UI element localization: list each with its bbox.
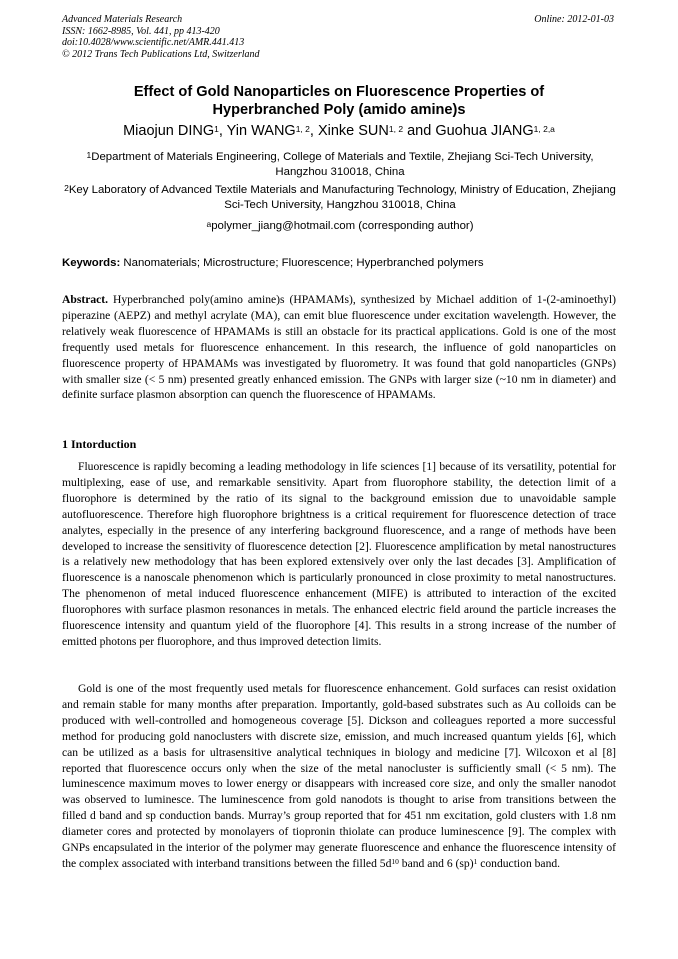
author-affiliation-mark: 1, 2,a (533, 124, 555, 134)
superscript: 10 (391, 856, 399, 866)
author-separator: and (403, 123, 436, 139)
author-name: Guohua JIANG (435, 123, 534, 139)
author-separator: , (309, 123, 318, 139)
author-affiliation-mark: 1 (214, 124, 219, 134)
affiliation-text: Department of Materials Engineering, College of Materials and Textile, Zhejiang Sci-Tech University, Hangzhou 310018, China (91, 151, 594, 178)
doi-line: doi:10.4028/www.scientific.net/AMR.441.413 (62, 37, 245, 49)
keywords-text: Nanomaterials; Microstructure; Fluorescence; Hyperbranched polymers (123, 257, 484, 269)
affiliation-text: Key Laboratory of Advanced Textile Materials and Manufacturing Technology, Ministry of Education, Zhejiang Sci-Tech University, Hangzhou 310018, China (68, 184, 616, 211)
author-separator: , (218, 123, 227, 139)
issn-line: ISSN: 1662-8985, Vol. 441, pp 413-420 (62, 25, 220, 37)
paragraph-text: band and 6 (sp) (398, 856, 474, 870)
title-line-2: Hyperbranched Poly (amido amine)s (212, 102, 466, 118)
paragraph-text: Gold is one of the most frequently used metals for fluorescence enhancement. Gold surfaces can resist oxidation and remain stable for many months after preparation. Importantly, gold-based substrates such as Au colloids can be produced with well-controlled and homogeneous coverage [5]. Dickson and colleagues reported a more successful method for producing gold nanoclusters with discrete size, emission, and much increased quantum yields [6], which can be utilized as a basis for ultrasensitive analytical techniques in biology and medicine [7]. Wilcoxon et al [8] reported that fluorescence occurs only when the size of the metal nanocluster is sufficiently small (< 5 nm). The luminescence maximum moves to lower energy or disappears with increased core size, and only the smaller nanodot was observed to luminesce. The luminescence from gold nanodots is thought to arise from transitions between the filled d band and sp conduction bands. Murray’s group reported that for 451 nm excitation, gold clusters with 1.8 nm diameter cores and protected by monolayers of tiopronin thiolate can produce luminescence [9]. The complex with GNPs encapsulated in the interior of the polymer may generate fluorescence and enhance the fluorescence intensity of the complex associated with interband transitions between the filled 5d (62, 682, 616, 870)
affiliation-mark: 2 (64, 183, 69, 193)
journal-header (62, 14, 260, 60)
body-paragraph-2 (62, 681, 616, 872)
email-mark: a (206, 219, 212, 229)
affiliation-1 (64, 150, 616, 180)
author-name: Yin WANG (226, 123, 296, 139)
title-line-1: Effect of Gold Nanoparticles on Fluorescence Properties of (133, 84, 545, 100)
author-name: Miaojun DING (123, 123, 215, 139)
corresponding-email (64, 219, 616, 234)
author-affiliation-mark: 1, 2 (388, 124, 404, 134)
copyright-line: © 2012 Trans Tech Publications Ltd, Switzerland (62, 48, 260, 60)
superscript: 1 (473, 856, 478, 866)
paragraph-text: conduction band. (477, 856, 561, 870)
keywords (62, 256, 484, 271)
keywords-label: Keywords: (62, 257, 121, 269)
author-name: Xinke SUN (317, 123, 389, 139)
author-list (60, 122, 618, 140)
affiliation-2 (64, 183, 616, 213)
section-heading: 1 Intorduction (62, 437, 137, 451)
abstract (62, 292, 616, 403)
journal-name: Advanced Materials Research (62, 14, 183, 25)
online-date: Online: 2012-01-03 (534, 14, 614, 25)
abstract-text: Hyperbranched poly(amino amine)s (HPAMAMs), synthesized by Michael addition of 1-(2-aminoethyl) piperazine (AEPZ) and methyl acrylate (MA), can emit blue fluorescence under excitation wavelength. However, the relatively weak fluorescence of HPAMAMs is still an obstacle for its practical applications. Gold is one of the most frequently used metals for fluorescence enhancement. In this research, the influence of gold nanoparticles on fluorescence property of HPAMAMs was investigated by fluorometry. It was found that gold nanoparticles (GNPs) with smaller size (< 5 nm) presented greatly enhanced emission. The GNPs with larger size (~10 nm in diameter) and definite surface plasmon absorption can quench the fluorescence of HPAMAMs. (62, 293, 617, 402)
body-paragraph-1: Fluorescence is rapidly becoming a leading methodology in life sciences [1] because of its versatility, potential for multiplexing, ease of use, and remarkable sensitivity. Apart from fluorophore stability, the detection limit of a fluorophore is determined by the ratio of its signal to the background emission due to unavoidable sample autofluorescence. Therefore high fluorophore brightness is a critical requirement for fluorescence detection of trace analytes, especially in the presence of any interfering background fluorescence, and a range of methods have been developed to increase the sensitivity of fluorescence detection [2]. Fluorescence amplification by metal nanostructures is a relatively new methodology that has been explored extensively over only the last decades [3]. Amplification of fluorescence is a nanoscale phenomenon which is particularly pronounced in close proximity to metal nanostructures. The phenomenon of metal induced fluorescence enhancement (MIFE) is attributed to interaction of the excited fluorophores with surface plasmon resonances in metals. The enhanced electric field around the particle increases the fluorescence intensity and quantum yield of the fluorophore [4]. This results in a strong increase of the number of emitted photons per fluorophore, and thus improved detection limits. (62, 460, 616, 648)
email-text: polymer_jiang@hotmail.com (corresponding author) (211, 220, 474, 232)
affiliation-mark: 1 (86, 150, 92, 160)
abstract-label: Abstract. (62, 293, 109, 306)
author-affiliation-mark: 1, 2 (295, 124, 310, 134)
paper-title (60, 83, 618, 119)
